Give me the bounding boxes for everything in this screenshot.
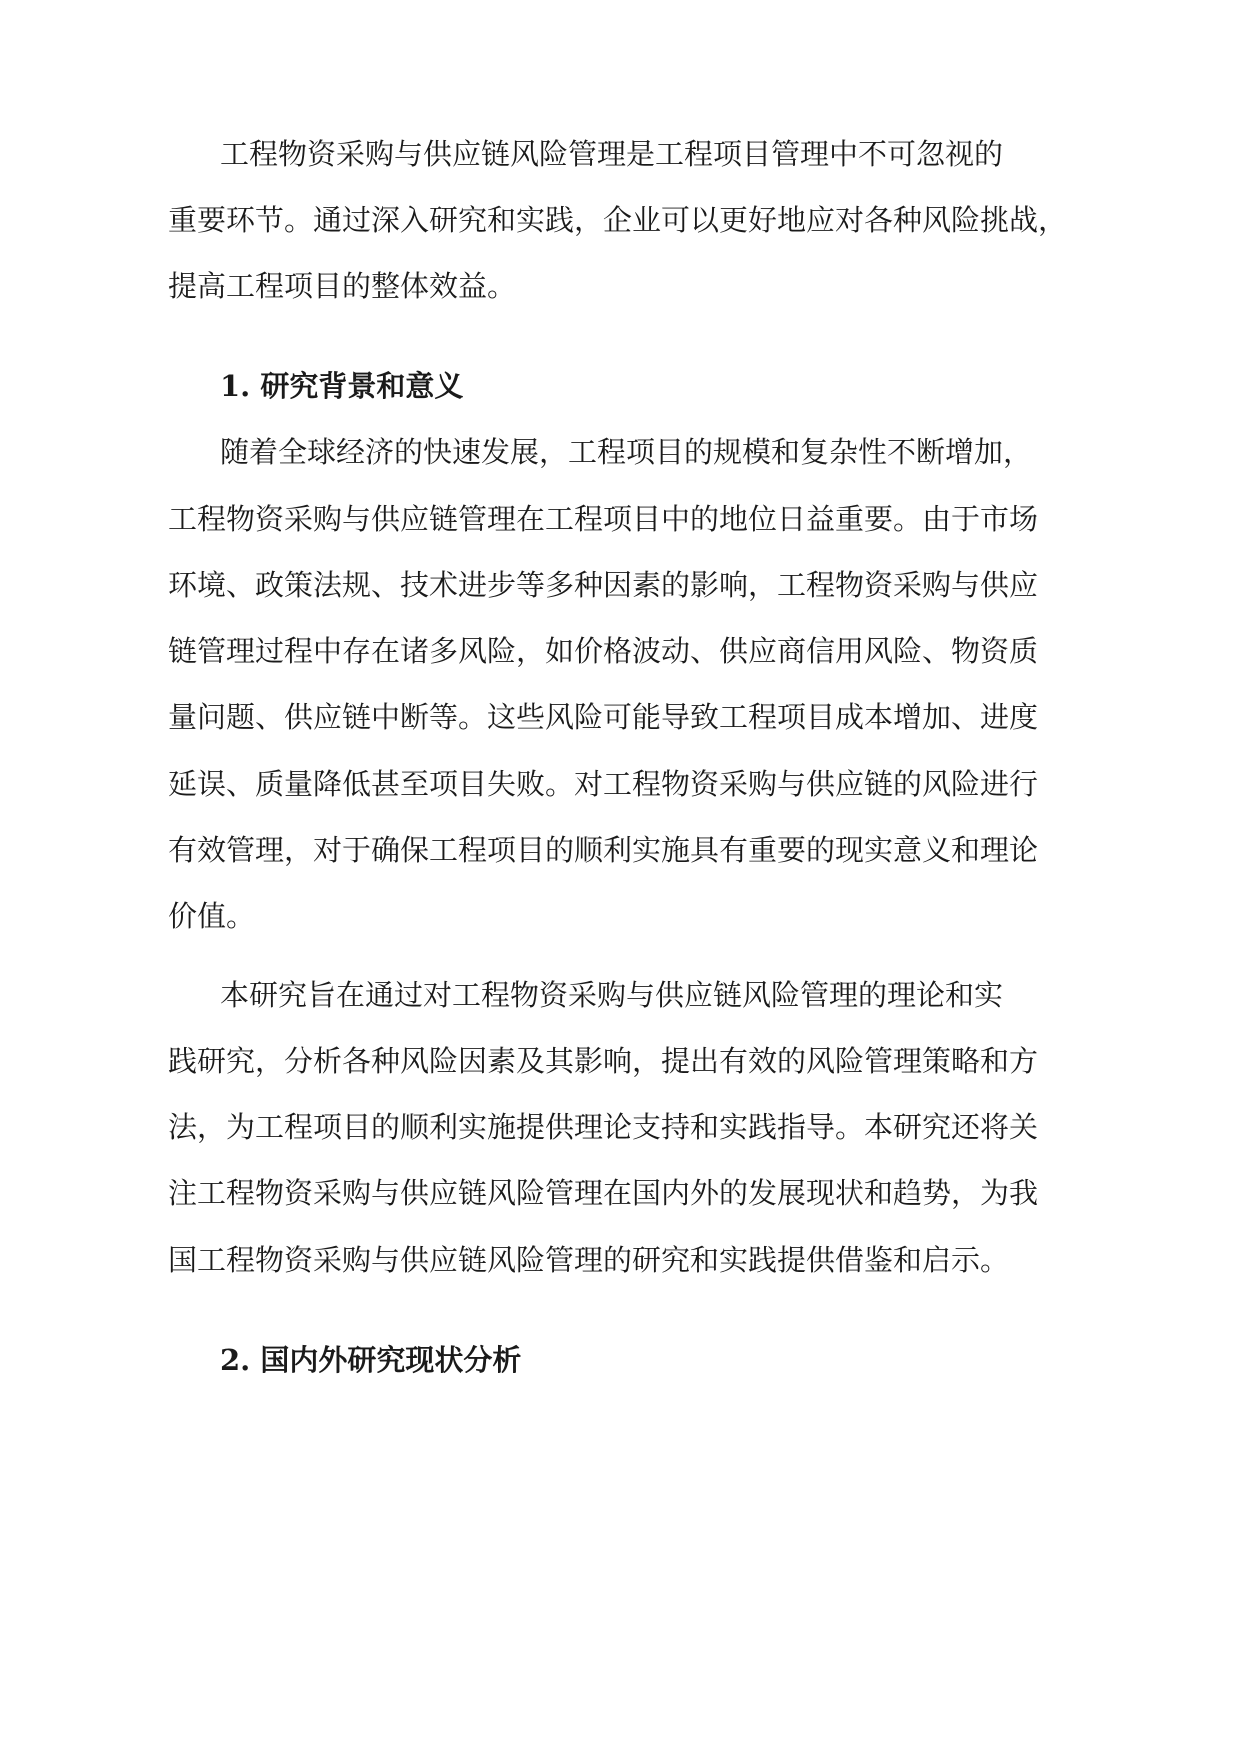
paragraph-line: 工程物资采购与供应链管理在工程项目中的地位日益重要。由于市场 xyxy=(168,502,1039,536)
intro-line: 重要环节。通过深入研究和实践，企业可以更好地应对各种风险挑战， xyxy=(168,203,1068,237)
paragraph-line: 注工程物资采购与供应链风险管理在国内外的发展现状和趋势，为我 xyxy=(168,1176,1039,1210)
paragraph-line: 本研究旨在通过对工程物资采购与供应链风险管理的理论和实 xyxy=(220,978,1004,1012)
intro-line: 提高工程项目的整体效益。 xyxy=(168,269,517,303)
paragraph-line: 环境、政策法规、技术进步等多种因素的影响，工程物资采购与供应 xyxy=(168,568,1039,602)
paragraph-line: 有效管理，对于确保工程项目的顺利实施具有重要的现实意义和理论 xyxy=(168,833,1039,867)
paragraph-line: 法，为工程项目的顺利实施提供理论支持和实践指导。本研究还将关 xyxy=(168,1110,1039,1144)
paragraph-line: 量问题、供应链中断等。这些风险可能导致工程项目成本增加、进度 xyxy=(168,700,1039,734)
section-heading: 2. 国内外研究现状分析 xyxy=(220,1343,522,1377)
paragraph-line: 随着全球经济的快速发展，工程项目的规模和复杂性不断增加， xyxy=(220,435,1033,469)
paragraph-line: 价值。 xyxy=(168,899,256,933)
section-heading: 1. 研究背景和意义 xyxy=(220,369,464,403)
paragraph-line: 国工程物资采购与供应链风险管理的研究和实践提供借鉴和启示。 xyxy=(168,1243,1010,1277)
paragraph-line: 链管理过程中存在诸多风险，如价格波动、供应商信用风险、物资质 xyxy=(168,634,1039,668)
intro-line: 工程物资采购与供应链风险管理是工程项目管理中不可忽视的 xyxy=(220,137,1004,171)
paragraph-line: 延误、质量降低甚至项目失败。对工程物资采购与供应链的风险进行 xyxy=(168,767,1039,801)
paragraph-line: 践研究，分析各种风险因素及其影响，提出有效的风险管理策略和方 xyxy=(168,1044,1039,1078)
